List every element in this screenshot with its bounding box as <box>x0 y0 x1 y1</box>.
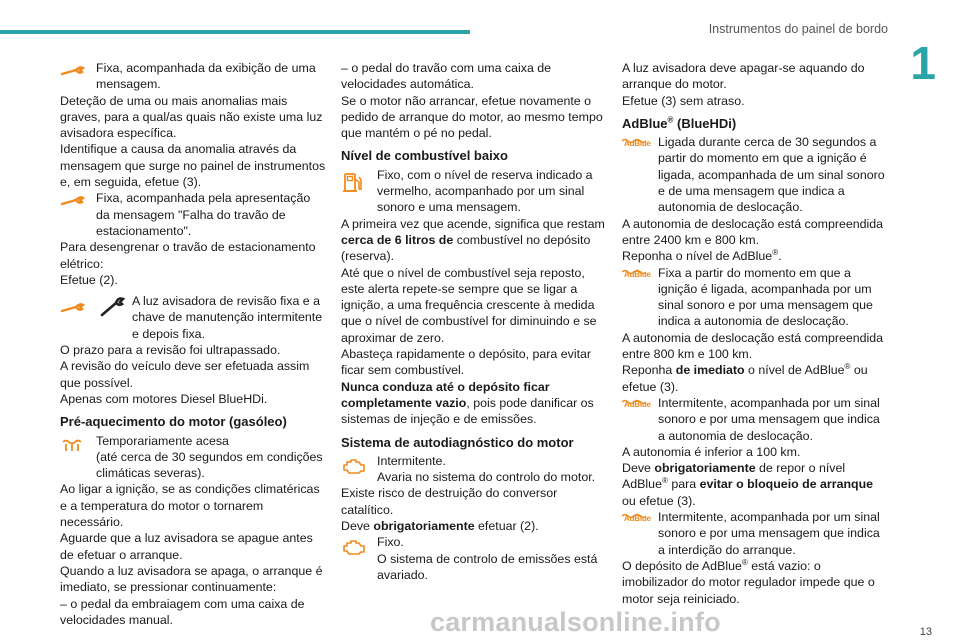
text: Ligada durante cerca de 30 segundos a partir do momento em que a ignição é ligada, acompanhada de um sinal sonoro e de uma mensagem que indica a autonomia de deslocação. <box>658 135 885 215</box>
warning-block-service <box>60 60 326 190</box>
text: Efetue (3) sem atraso. <box>622 93 745 108</box>
warning-block-parking-brake <box>60 190 326 288</box>
section-heading-fuel: Nível de combustível baixo <box>341 148 508 164</box>
text: O sistema de controlo de emissões está avariado. <box>377 551 598 582</box>
text: O prazo para a revisão foi ultrapassado. <box>60 343 281 358</box>
text: Nunca conduza até o depósito ficar completamente vazio, pois pode danificar os sistemas de injeção e de emissões. <box>341 379 594 427</box>
text: Aguarde que a luz avisadora se apague antes de efetuar o arranque. <box>60 531 313 562</box>
text: A revisão do veículo deve ser efetuada assim que possível. <box>60 359 310 390</box>
column-3 <box>622 60 888 607</box>
text: Fixa, acompanhada da exibição de uma mensagem. <box>96 61 316 92</box>
text: A autonomia de deslocação está compreendida entre 2400 km e 800 km. <box>622 216 884 247</box>
warning-block-diag-flashing <box>341 453 607 534</box>
engine-icon <box>341 453 375 483</box>
text: Abasteça rapidamente o depósito, para evitar ficar sem combustível. <box>341 347 592 378</box>
chapter-number: 1 <box>910 37 936 89</box>
text: Até que o nível de combustível seja reposto, este alerta repete-se sempre que se ligar a ignição, a uma frequência crescente à medida que o nível de combustível for diminuindo e se aproximar de zero. <box>341 265 597 345</box>
section-heading-preheat: Pré-aquecimento do motor (gasóleo) <box>60 414 287 430</box>
warning-block-fuel <box>341 167 607 428</box>
text: Fixo, com o nível de reserva indicado a vermelho, acompanhado por um sinal sonoro e uma mensagem. <box>377 167 593 215</box>
chapter-title: Instrumentos do painel de bordo <box>708 22 888 36</box>
text: Para desengrenar o travão de estacionamento elétrico: <box>60 240 316 271</box>
adblue-icon: AdBlue <box>624 139 651 149</box>
text: Deve obrigatoriamente de repor o nível AdBlue® para evitar o bloqueio de arranque ou efetue (3). <box>622 461 874 508</box>
text: Avaria no sistema do controlo do motor. <box>377 470 596 485</box>
text: Quando a luz avisadora se apaga, o arranque é imediato, se pressionar continuamente: <box>60 563 323 595</box>
text: Intermitente, acompanhada por um sinal sonoro e por uma mensagem que indica a autonomia de deslocação. <box>658 395 880 443</box>
warning-block-adblue-2 <box>622 265 888 395</box>
warning-block-preheat <box>60 433 326 629</box>
text: Reponha o nível de AdBlue®. <box>622 248 782 264</box>
text: Fixa a partir do momento em que a ignição é ligada, acompanhada por um sinal sonoro e por uma mensagem que indica a autonomia de deslocação. <box>658 265 873 329</box>
page-number: 13 <box>919 626 932 638</box>
text: A luz avisadora deve apagar-se aquando do arranque do motor. <box>622 61 865 92</box>
engine-icon <box>341 534 375 564</box>
warning-block-adblue-4 <box>622 509 888 607</box>
text: A luz avisadora de revisão fixa e a chave de manutenção intermitente e depois fixa. <box>132 294 323 341</box>
text: Apenas com motores Diesel BlueHDi. <box>60 391 268 406</box>
text: Existe risco de destruição do conversor catalítico. <box>341 486 558 517</box>
column-1 <box>60 60 326 628</box>
column-2 <box>341 60 607 583</box>
text: Identifique a causa da anomalia através da mensagem que surge no painel de instrumentos e, em seguida, efetue (3). <box>60 142 326 190</box>
service-wrench-icon <box>60 293 132 323</box>
fuel-pump-icon <box>341 167 375 197</box>
glow-plug-icon <box>60 433 94 463</box>
text: A primeira vez que acende, significa que restam cerca de 6 litros de combustível no depósito (reserva). <box>341 216 605 264</box>
header-accent-bar <box>0 30 470 34</box>
text: Deteção de uma ou mais anomalias mais graves, para a qual/as quais não existe uma luz avisadora específica. <box>60 93 323 141</box>
warning-block-adblue-3 <box>622 395 888 509</box>
text: Se o motor não arrancar, efetue novamente o pedido de arranque do motor, ao mesmo tempo que mantém o pé no pedal. <box>341 93 603 141</box>
watermark: carmanualsonline.info <box>430 607 721 637</box>
text: A autonomia é inferior a 100 km. <box>622 444 801 459</box>
wrench-warning-icon <box>60 190 94 220</box>
text: Deve obrigatoriamente efetuar (2). <box>341 519 539 534</box>
text: Efetue (2). <box>60 272 118 287</box>
adblue-icon: AdBlue <box>624 399 651 409</box>
text: (até cerca de 30 segundos em condições climáticas severas). <box>96 449 323 481</box>
warning-block-revision <box>60 293 326 407</box>
adblue-icon: AdBlue <box>624 514 651 524</box>
text: Temporariamente acesa <box>96 433 229 448</box>
adblue-icon: AdBlue <box>624 269 651 279</box>
section-heading-diagnostics: Sistema de autodiagnóstico do motor <box>341 434 574 450</box>
section-heading-adblue: AdBlue® (BlueHDi) <box>622 115 737 131</box>
warning-block-diag-fixed <box>341 534 607 583</box>
text: – o pedal do travão com uma caixa de velocidades automática. <box>341 61 552 92</box>
text: Reponha de imediato o nível de AdBlue® ou efetue (3). <box>622 362 868 394</box>
text: Fixo. <box>377 535 404 550</box>
warning-block-adblue-1 <box>622 134 888 264</box>
text: Intermitente, acompanhada por um sinal sonoro e por uma mensagem que indica a interdição do arranque. <box>658 510 880 557</box>
text: Ao ligar a ignição, se as condições climatéricas e a temperatura do motor o tornarem necessário. <box>60 482 320 530</box>
text: Fixa, acompanhada pela apresentação da mensagem "Falha do travão de estacionamento". <box>96 191 311 238</box>
text: – o pedal da embraiagem com uma caixa de velocidades manual. <box>60 596 305 627</box>
text: A autonomia de deslocação está compreendida entre 800 km e 100 km. <box>622 330 884 362</box>
text: O depósito de AdBlue® está vazio: o imobilizador do motor regulador impede que o motor seja reiniciado. <box>622 557 875 606</box>
text: Intermitente. <box>377 453 446 468</box>
wrench-warning-icon <box>60 60 94 90</box>
